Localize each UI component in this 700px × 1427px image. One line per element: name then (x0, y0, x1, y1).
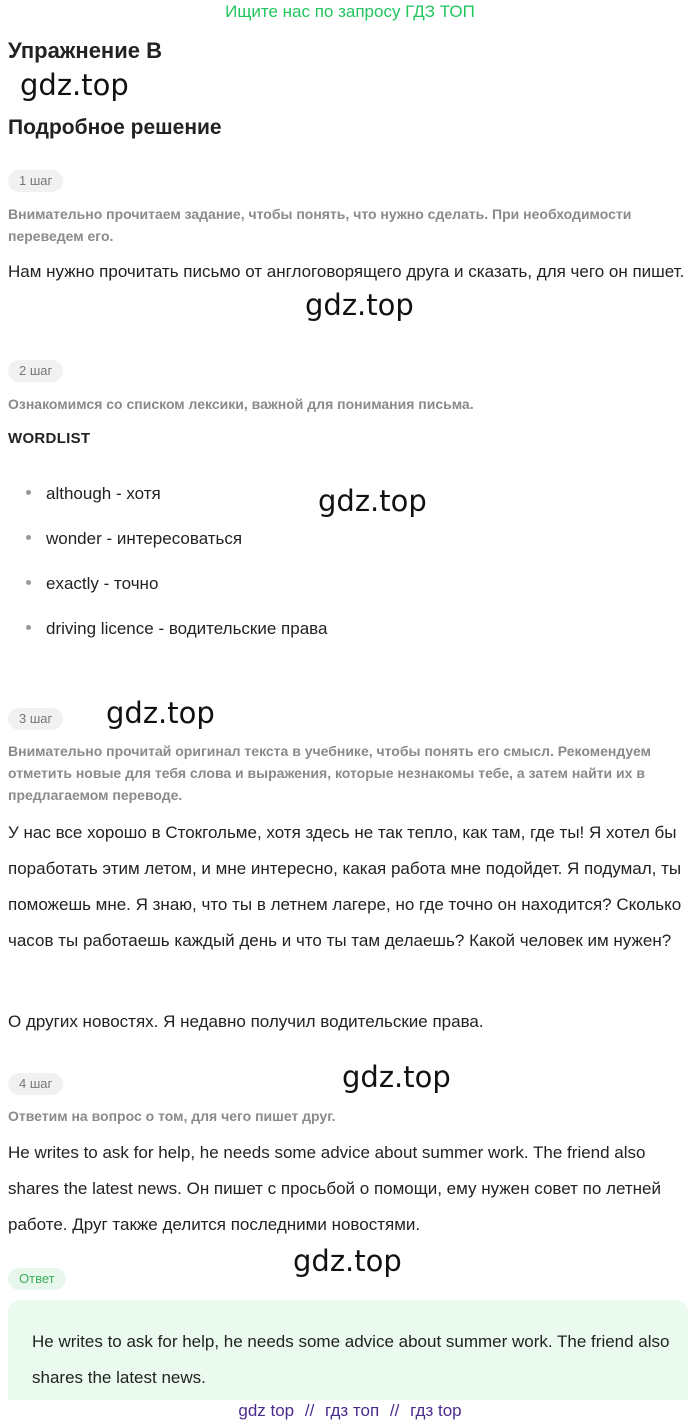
footer-separator: // (389, 1401, 400, 1420)
wordlist-item: driving licence - водительские права (26, 617, 327, 641)
step-4-text: He writes to ask for help, he needs some advice about summer work. The friend also shares the latest news. Он пишет с просьбой о помощи, ему нужен совет по летней работе. Друг также делится последними новостями. (8, 1143, 661, 1234)
bullet-icon (26, 535, 31, 540)
bullet-icon (26, 580, 31, 585)
wordlist-item: although - хотя (26, 482, 161, 506)
watermark: gdz.top (20, 68, 129, 102)
step-3-text: У нас все хорошо в Стокгольме, хотя здесь не так тепло, как там, где ты! Я хотел бы поработать этим летом, и мне интересно, какая работа мне подойдет. Я подумал, ты поможешь мне. Я знаю, что ты в летнем лагере, но где точно он находится? Сколько часов ты работаешь каждый день и что ты там делаешь? Какой человек им нужен? (8, 823, 682, 950)
watermark: gdz.top (305, 288, 414, 322)
bullet-icon (26, 490, 31, 495)
wordlist-item: exactly - точно (26, 572, 158, 596)
bullet-icon (26, 625, 31, 630)
watermark: gdz.top (293, 1244, 402, 1278)
answer-text: He writes to ask for help, he needs some advice about summer work. The friend also shares the latest news. (32, 1332, 670, 1387)
top-banner: Ищите нас по запросу ГДЗ ТОП (225, 2, 475, 21)
step-badge-3: 3 шаг (8, 708, 63, 730)
step-3-hint: Внимательно прочитай оригинал текста в учебнике, чтобы понять его смысл. Рекомендуем отметить новые для тебя слова и выражения, которые незнакомы тебе, а затем найти их в предлагаемом переводе. (8, 743, 651, 803)
wordlist-title: WORDLIST (8, 430, 91, 447)
step-badge-2: 2 шаг (8, 360, 63, 382)
step-4-hint: Ответим на вопрос о том, для чего пишет друг. (8, 1108, 336, 1124)
footer-link-gdz-top[interactable]: gdz top (238, 1401, 295, 1420)
step-1-text: Нам нужно прочитать письмо от англоговорящего друга и сказать, для чего он пишет. (8, 262, 685, 281)
answer-badge: Ответ (8, 1268, 66, 1290)
footer-link-gdz-top-mixed[interactable]: гдз top (410, 1401, 462, 1420)
watermark: gdz.top (106, 696, 215, 730)
step-badge-4: 4 шаг (8, 1073, 63, 1095)
step-3-text-2: О других новостях. Я недавно получил водительские права. (8, 1012, 484, 1031)
wordlist-item: wonder - интересоваться (26, 527, 242, 551)
footer-separator: // (304, 1401, 315, 1420)
step-badge-1: 1 шаг (8, 170, 63, 192)
footer-link-gdz-top-ru[interactable]: гдз топ (325, 1401, 380, 1420)
watermark: gdz.top (318, 484, 427, 518)
watermark: gdz.top (342, 1060, 451, 1094)
section-title: Подробное решение (8, 116, 222, 139)
footer-links (0, 1401, 700, 1421)
step-2-hint: Ознакомимся со списком лексики, важной для понимания письма. (8, 396, 474, 412)
step-1-hint: Внимательно прочитаем задание, чтобы понять, что нужно сделать. При необходимости переведем его. (8, 206, 632, 244)
exercise-title: Упражнение B (8, 38, 162, 63)
